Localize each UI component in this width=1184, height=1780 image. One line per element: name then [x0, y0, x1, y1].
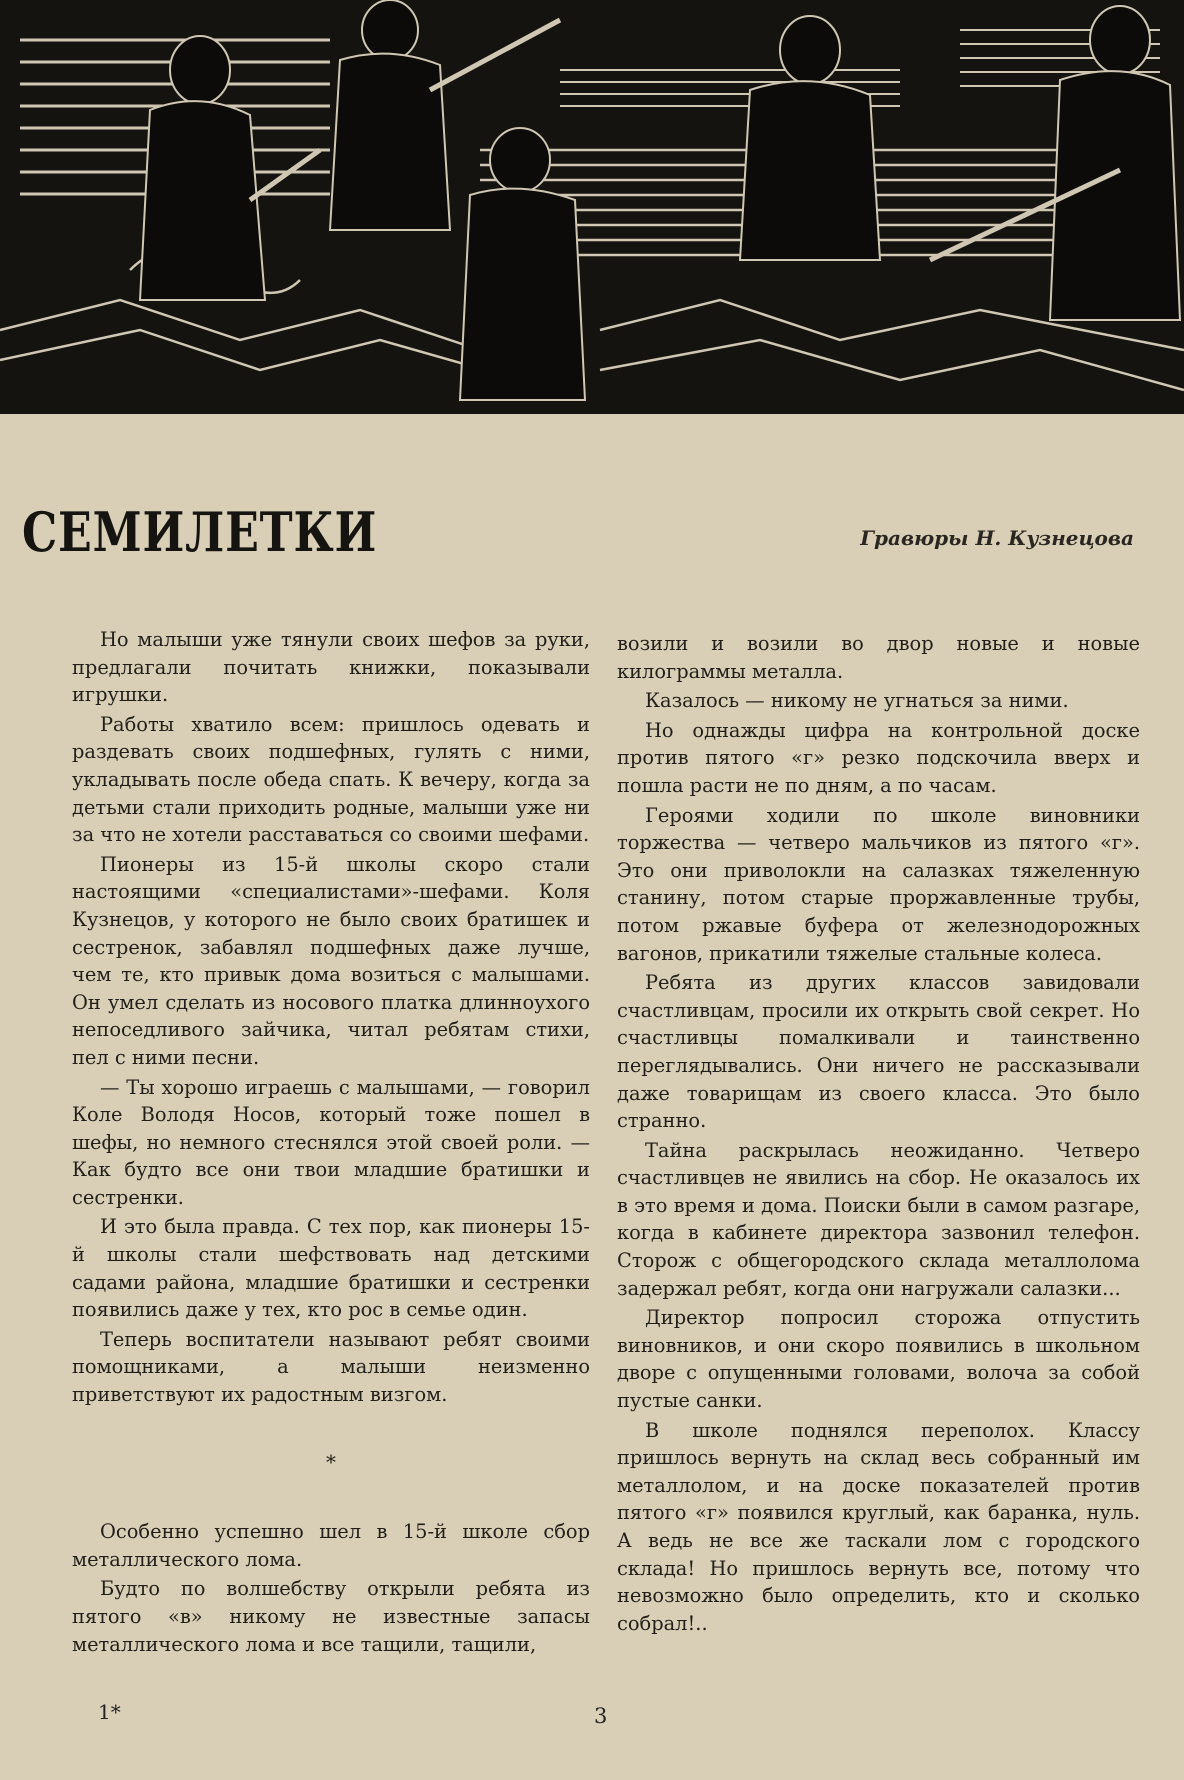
paragraph: Будто по волшебству открыли ребята из пятого «в» никому не известные запасы металлического лома и все тащили, тащили, — [72, 1577, 590, 1656]
paragraph: Но однажды цифра на контрольной доске против пятого «г» резко подскочила вверх и пошла расти не по дням, а по часам. — [617, 718, 1140, 797]
paragraph: Особенно успешно шел в 15-й школе сбор металлического лома. — [72, 1520, 590, 1571]
paragraph: Работы хватило всем: пришлось одевать и раздевать своих подшефных, гулять с ними, укладывать после обеда спать. К вечеру, когда за детьми стали приходить родные, малыши уже ни за что не хотели расставаться со своими шефами. — [72, 712, 590, 847]
section-separator: * — [326, 1449, 336, 1474]
paragraph: — Ты хорошо играешь с малышами, — говорил Коле Володя Носов, который тоже пошел в шефы, но немного стеснялся этой своей роли. — Как будто все они твои младшие братишки и сестренки. — [72, 1075, 590, 1209]
paragraph: Казалось — никому не угнаться за ними. — [645, 689, 1069, 713]
paragraph: Директор попросил сторожа отпустить виновников, и они скоро появились в школьном дворе с опущенными головами, волоча за собой пустые санки. — [617, 1306, 1140, 1413]
paragraph: Тайна раскрылась неожиданно. Четверо счастливцев не явились на сбор. Не оказалось их в это время и дома. Поиски были в самом разгаре, когда в кабинете директора зазвонил телефон. Сторож с общегородского склада металлолома задержал ребят, когда они нагружали салазки... — [617, 1138, 1140, 1300]
woodcut-illustration — [0, 0, 1184, 414]
paragraph: И это была правда. С тех пор, как пионеры 15-й школы стали шефствовать над детскими садами района, младшие братишки и сестренки появились даже у тех, кто рос в семье один. — [72, 1215, 590, 1322]
signature-mark: 1* — [98, 1700, 121, 1724]
paragraph: В школе поднялся переполох. Классу пришлось вернуть на склад весь собранный им металлолом, и на доске показателей против пятого «г» появился круглый, как баранка, нуль. А ведь не все же таскали лом с городского склада! Но пришлось вернуть все, потому что невозможно было определить, кто и сколько собрал!.. — [617, 1418, 1140, 1635]
illustration-credit: Гравюры Н. Кузнецова — [860, 526, 1134, 550]
page-title: СЕМИЛЕТКИ — [22, 500, 378, 564]
left-column — [72, 626, 590, 1658]
paragraph: Теперь воспитатели называют ребят своими помощниками, а малыши неизменно приветствуют их радостным визгом. — [72, 1327, 590, 1407]
paragraph: Ребята из других классов завидовали счастливцам, просили их открыть свой секрет. Но счастливцы помалкивали и таинственно переглядывались. Они ничего не рассказывали даже товарищам из своего класса. Это было странно. — [617, 971, 1140, 1133]
right-column — [617, 630, 1140, 1637]
paragraph: Пионеры из 15-й школы скоро стали настоящими «специалистами»-шефами. Коля Кузнецов, у которого не было своих братишек и сестренок, забавлял подшефных даже лучше, чем те, кто привык дома возиться с малышами. Он умел сделать из носового платка длинноухого непоседливого зайчика, читал ребятам стихи, пел с ними песни. — [72, 852, 590, 1069]
woodcut-engraving-icon — [0, 0, 1184, 414]
page-number: 3 — [594, 1704, 608, 1728]
paragraph: Но малыши уже тянули своих шефов за руки, предлагали почитать книжки, показывали игрушки. — [72, 628, 590, 707]
paragraph: Героями ходили по школе виновники торжества — четверо мальчиков из пятого «г». Это они приволокли на салазках тяжеленную станину, потом старые проржавленные трубы, потом ржавые буфера от железнодорожных вагонов, прикатили тяжелые стальные колеса. — [617, 803, 1140, 965]
paragraph: возили и возили во двор новые и новые килограммы металла. — [617, 632, 1140, 683]
